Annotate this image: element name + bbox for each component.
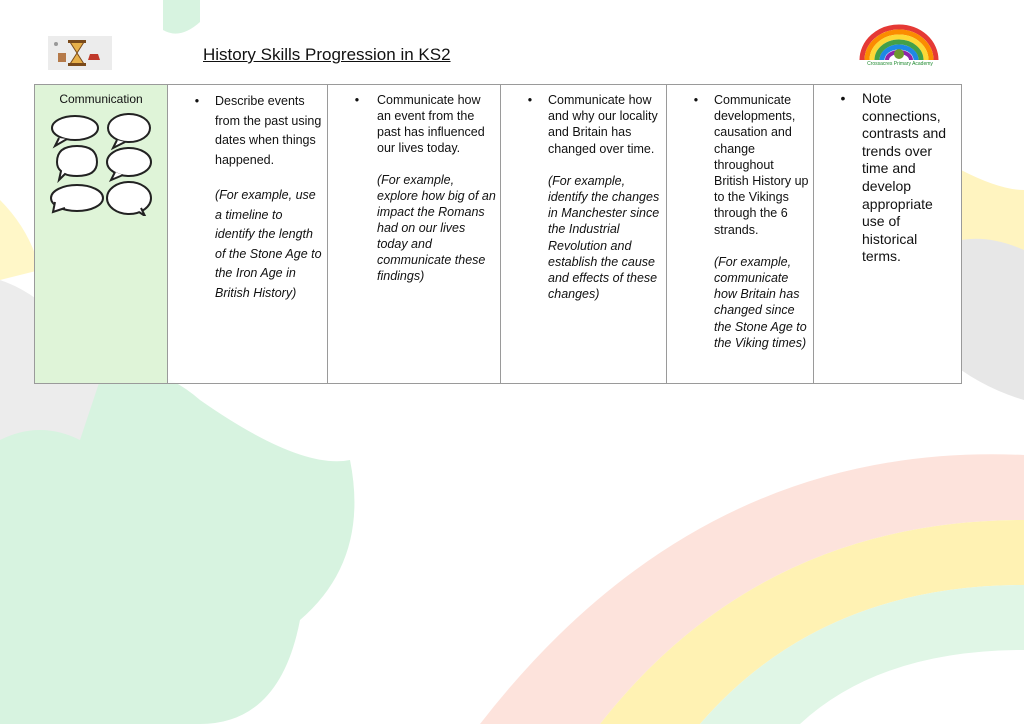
bullet-icon: • xyxy=(354,93,360,107)
skill-text: Communicate how and why our locality and Britain has changed over time. xyxy=(548,93,658,156)
table-row xyxy=(35,85,962,384)
page-title: History Skills Progression in KS2 xyxy=(203,45,451,64)
skill-example: (For example, explore how big of an impact the Romans had on our lives today and communicate these findings) xyxy=(377,173,496,283)
school-name: Crossacres Primary Academy xyxy=(867,61,933,67)
skill-example: (For example, communicate how Britain has changed since the Stone Age to the Viking times) xyxy=(714,254,807,350)
bullet-icon: • xyxy=(527,93,533,107)
bullet-icon: • xyxy=(194,94,200,108)
skill-text: Communicate how an event from the past has influenced our lives today. xyxy=(377,93,485,155)
skill-example: (For example, use a timeline to identify the length of the Stone Age to the Iron Age in British History) xyxy=(215,188,322,300)
skill-text: Describe events from the past using dates when things happened. xyxy=(215,94,322,167)
skill-text: Note connections, contrasts and trends over time and develop appropriate use of historical terms. xyxy=(862,90,947,265)
skill-cell xyxy=(328,85,501,384)
bullet-icon: • xyxy=(693,93,699,107)
skill-text: Communicate developments, causation and change throughout British History up to the Vikings through the 6 strands. xyxy=(714,93,809,237)
skill-example: (For example, identify the changes in Manchester since the Industrial Revolution and establish the cause and effects of these changes) xyxy=(548,173,660,302)
speech-bubbles-icon xyxy=(49,112,153,216)
skill-cell xyxy=(667,85,814,384)
hourglass-history-icon xyxy=(48,36,112,70)
category-cell xyxy=(35,85,168,384)
skill-cell xyxy=(501,85,667,384)
skills-table xyxy=(34,84,962,384)
skill-cell xyxy=(168,85,328,384)
skill-cell xyxy=(814,85,962,384)
category-label: Communication xyxy=(59,92,143,106)
bullet-icon: • xyxy=(840,90,846,106)
